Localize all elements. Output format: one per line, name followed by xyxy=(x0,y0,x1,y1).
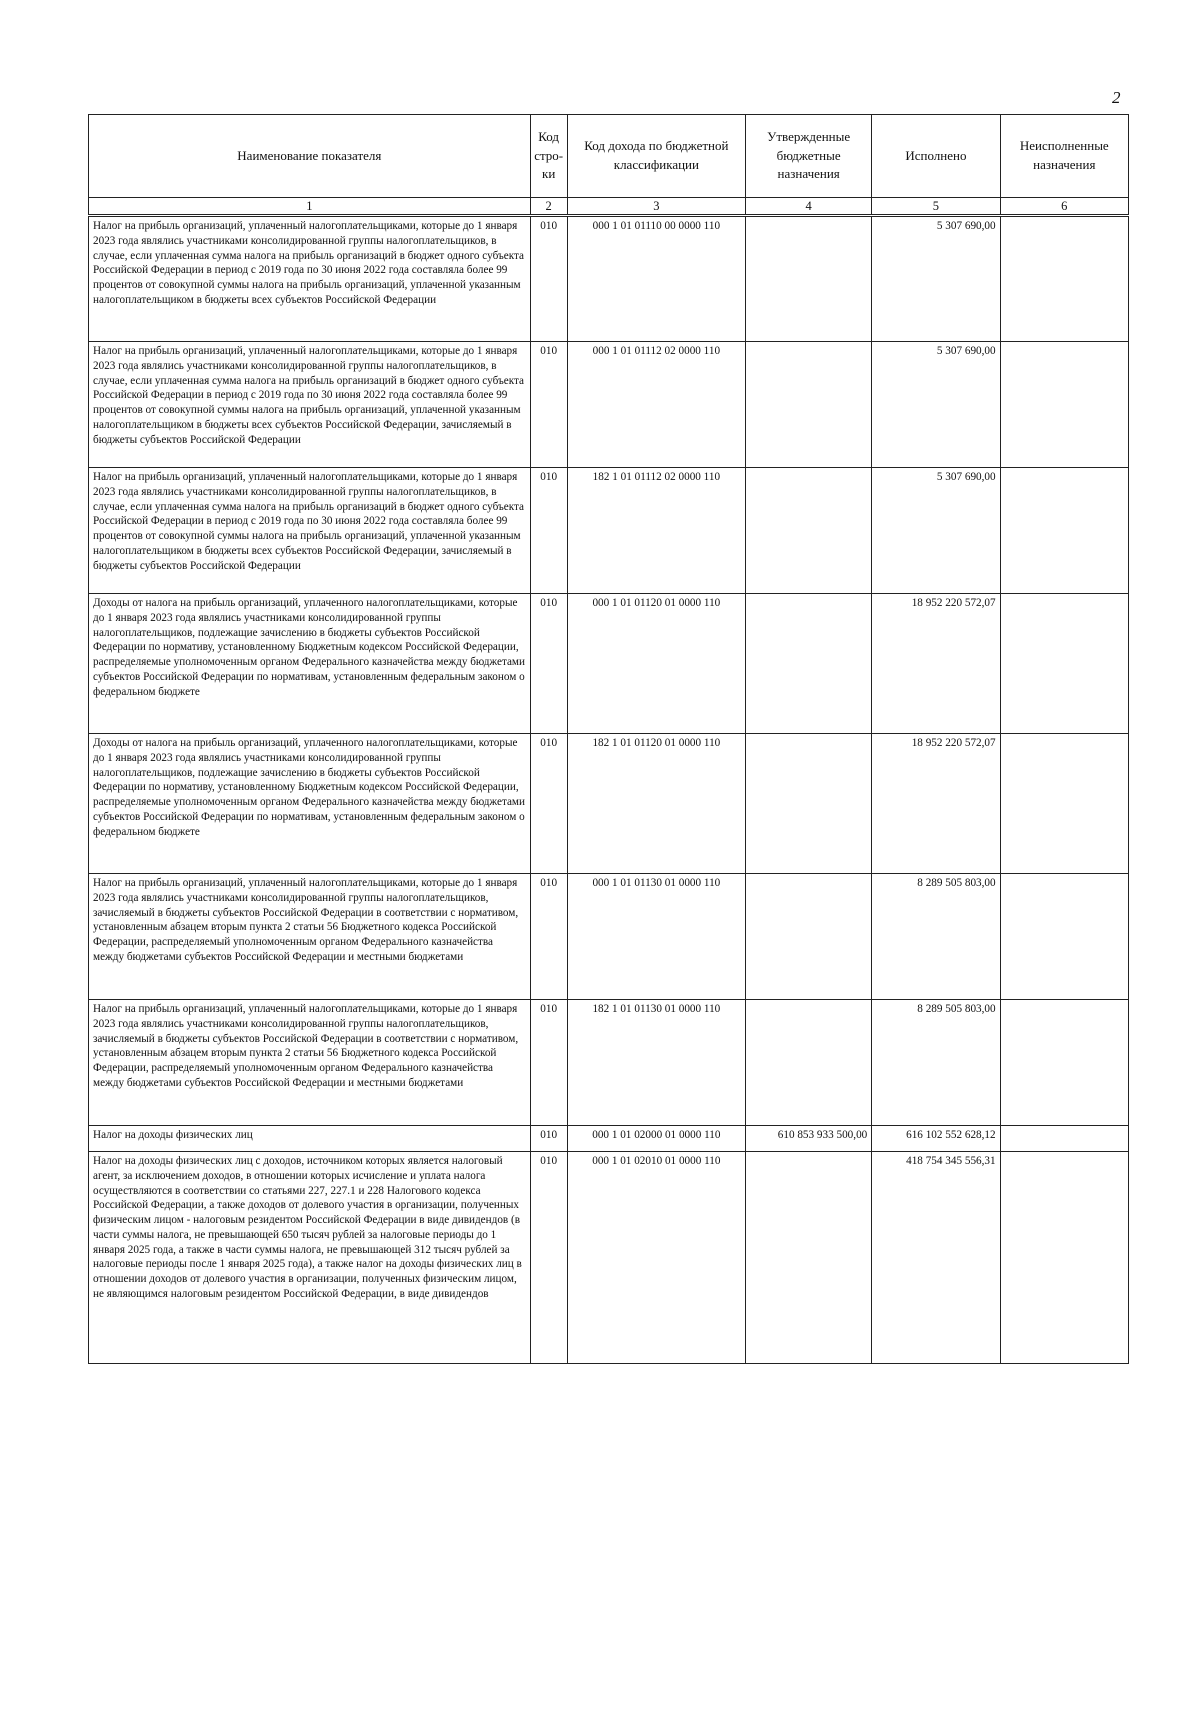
column-number-row xyxy=(89,198,1129,216)
income-classification-code: 182 1 01 01130 01 0000 110 xyxy=(567,1000,745,1126)
line-code: 010 xyxy=(530,1126,567,1152)
indicator-name: Налог на прибыль организаций, уплаченный налогоплательщиками, которые до 1 января 2023 года являлись участниками консолидированной группы налогоплательщиков, в случае, если уплаченная сумма налога на прибыль организаций в бюджет одного субъекта Российской Федерации в период с 2019 года по 30 июня 2022 года составляла более 99 процентов от совокупной суммы налога на прибыль организаций, уплаченной указанным налогоплательщиком в бюджеты всех субъектов Российской Федерации, зачисляемый в бюджеты субъектов Российской Федерации xyxy=(89,468,531,594)
table-row xyxy=(89,342,1129,468)
indicator-name: Налог на доходы физических лиц с доходов, источником которых является налоговый агент, за исключением доходов, в отношении которых исчисление и уплата налога осуществляются в соответствии со статьями 227, 227.1 и 228 Налогового кодекса Российской Федерации, а также доходов от долевого участия в организации, полученных физическим лицом - налоговым резидентом Российской Федерации в виде дивидендов (в части суммы налога, не превышающей 650 тысяч рублей за налоговые периоды до 1 января 2025 года, а также в части суммы налога, не превышающей 312 тысяч рублей за налоговые периоды после 1 января 2025 года), а также налог на доходы физических лиц в отношении доходов от долевого участия в организации, полученных физическим лицом, не являющимся налоговым резидентом Российской Федерации, в виде дивидендов xyxy=(89,1152,531,1364)
column-number: 5 xyxy=(872,198,1000,216)
income-classification-code: 000 1 01 01130 01 0000 110 xyxy=(567,874,745,1000)
header-indicator-name: Наименование показателя xyxy=(89,115,531,198)
income-classification-code: 000 1 01 01110 00 0000 110 xyxy=(567,216,745,342)
line-code: 010 xyxy=(530,734,567,874)
income-classification-code: 182 1 01 01120 01 0000 110 xyxy=(567,734,745,874)
column-number: 6 xyxy=(1000,198,1128,216)
executed-amount: 5 307 690,00 xyxy=(872,342,1000,468)
indicator-name: Доходы от налога на прибыль организаций, уплаченного налогоплательщиками, которые до 1 января 2023 года являлись участниками консолидированной группы налогоплательщиков, подлежащие зачислению в бюджеты субъектов Российской Федерации по нормативу, установленному Бюджетным кодексом Российской Федерации, распределяемые уполномоченным органом Федерального казначейства между бюджетами субъектов Российской Федерации по нормативам, установленным федеральным законом о федеральном бюджете xyxy=(89,734,531,874)
income-classification-code: 000 1 01 01120 01 0000 110 xyxy=(567,594,745,734)
table-row xyxy=(89,1152,1129,1364)
header-approved: Утвержденные бюджетные назначения xyxy=(746,115,872,198)
indicator-name: Налог на прибыль организаций, уплаченный налогоплательщиками, которые до 1 января 2023 года являлись участниками консолидированной группы налогоплательщиков, зачисляемый в бюджеты субъектов Российской Федерации в соответствии с нормативом, установленным абзацем вторым пункта 2 статьи 56 Бюджетного кодекса Российской Федерации, распределяемый уполномоченным органом Федерального казначейства между бюджетами субъектов Российской Федерации и местными бюджетами xyxy=(89,874,531,1000)
executed-amount: 18 952 220 572,07 xyxy=(872,734,1000,874)
indicator-name: Доходы от налога на прибыль организаций, уплаченного налогоплательщиками, которые до 1 января 2023 года являлись участниками консолидированной группы налогоплательщиков, подлежащие зачислению в бюджеты субъектов Российской Федерации по нормативу, установленному Бюджетным кодексом Российской Федерации, распределяемые уполномоченным органом Федерального казначейства между бюджетами субъектов Российской Федерации по нормативам, установленным федеральным законом о федеральном бюджете xyxy=(89,594,531,734)
unexecuted-amount xyxy=(1000,874,1128,1000)
page-number: 2 xyxy=(1112,88,1121,107)
table-row xyxy=(89,468,1129,594)
header-executed: Исполнено xyxy=(872,115,1000,198)
income-classification-code: 000 1 01 02000 01 0000 110 xyxy=(567,1126,745,1152)
column-number: 4 xyxy=(746,198,872,216)
approved-amount xyxy=(746,874,872,1000)
line-code: 010 xyxy=(530,342,567,468)
approved-amount xyxy=(746,1000,872,1126)
executed-amount: 8 289 505 803,00 xyxy=(872,1000,1000,1126)
line-code: 010 xyxy=(530,874,567,1000)
approved-amount xyxy=(746,734,872,874)
executed-amount: 5 307 690,00 xyxy=(872,468,1000,594)
unexecuted-amount xyxy=(1000,1126,1128,1152)
unexecuted-amount xyxy=(1000,1152,1128,1364)
table-row xyxy=(89,1000,1129,1126)
executed-amount: 8 289 505 803,00 xyxy=(872,874,1000,1000)
indicator-name: Налог на прибыль организаций, уплаченный налогоплательщиками, которые до 1 января 2023 года являлись участниками консолидированной группы налогоплательщиков, в случае, если уплаченная сумма налога на прибыль организаций в бюджет одного субъекта Российской Федерации в период с 2019 года по 30 июня 2022 года составляла более 99 процентов от совокупной суммы налога на прибыль организаций, уплаченной указанным налогоплательщиком в бюджеты всех субъектов Российской Федерации, зачисляемый в бюджеты субъектов Российской Федерации xyxy=(89,342,531,468)
unexecuted-amount xyxy=(1000,1000,1128,1126)
line-code: 010 xyxy=(530,468,567,594)
line-code: 010 xyxy=(530,216,567,342)
income-classification-code: 000 1 01 01112 02 0000 110 xyxy=(567,342,745,468)
table-row xyxy=(89,216,1129,342)
header-line-code: Код стро- ки xyxy=(530,115,567,198)
executed-amount: 418 754 345 556,31 xyxy=(872,1152,1000,1364)
executed-amount: 18 952 220 572,07 xyxy=(872,594,1000,734)
executed-amount: 616 102 552 628,12 xyxy=(872,1126,1000,1152)
unexecuted-amount xyxy=(1000,734,1128,874)
income-classification-code: 000 1 01 02010 01 0000 110 xyxy=(567,1152,745,1364)
table-row xyxy=(89,874,1129,1000)
table-row xyxy=(89,594,1129,734)
line-code: 010 xyxy=(530,1000,567,1126)
line-code: 010 xyxy=(530,1152,567,1364)
approved-amount xyxy=(746,594,872,734)
executed-amount: 5 307 690,00 xyxy=(872,216,1000,342)
approved-amount xyxy=(746,468,872,594)
approved-amount: 610 853 933 500,00 xyxy=(746,1126,872,1152)
unexecuted-amount xyxy=(1000,468,1128,594)
approved-amount xyxy=(746,216,872,342)
unexecuted-amount xyxy=(1000,594,1128,734)
header-income-code: Код дохода по бюджетной классификации xyxy=(567,115,745,198)
column-number: 1 xyxy=(89,198,531,216)
table-row xyxy=(89,1126,1129,1152)
table-row xyxy=(89,734,1129,874)
indicator-name: Налог на доходы физических лиц xyxy=(89,1126,531,1152)
approved-amount xyxy=(746,342,872,468)
unexecuted-amount xyxy=(1000,342,1128,468)
unexecuted-amount xyxy=(1000,216,1128,342)
budget-execution-table xyxy=(88,114,1129,1364)
approved-amount xyxy=(746,1152,872,1364)
header-row xyxy=(89,115,1129,198)
header-unexecuted: Неисполненные назначения xyxy=(1000,115,1128,198)
line-code: 010 xyxy=(530,594,567,734)
indicator-name: Налог на прибыль организаций, уплаченный налогоплательщиками, которые до 1 января 2023 года являлись участниками консолидированной группы налогоплательщиков, зачисляемый в бюджеты субъектов Российской Федерации в соответствии с нормативом, установленным абзацем вторым пункта 2 статьи 56 Бюджетного кодекса Российской Федерации, распределяемый уполномоченным органом Федерального казначейства между бюджетами субъектов Российской Федерации и местными бюджетами xyxy=(89,1000,531,1126)
column-number: 3 xyxy=(567,198,745,216)
column-number: 2 xyxy=(530,198,567,216)
income-classification-code: 182 1 01 01112 02 0000 110 xyxy=(567,468,745,594)
indicator-name: Налог на прибыль организаций, уплаченный налогоплательщиками, которые до 1 января 2023 года являлись участниками консолидированной группы налогоплательщиков, в случае, если уплаченная сумма налога на прибыль организаций в бюджет одного субъекта Российской Федерации в период с 2019 года по 30 июня 2022 года составляла более 99 процентов от совокупной суммы налога на прибыль организаций, уплаченной указанным налогоплательщиком в бюджеты всех субъектов Российской Федерации xyxy=(89,216,531,342)
